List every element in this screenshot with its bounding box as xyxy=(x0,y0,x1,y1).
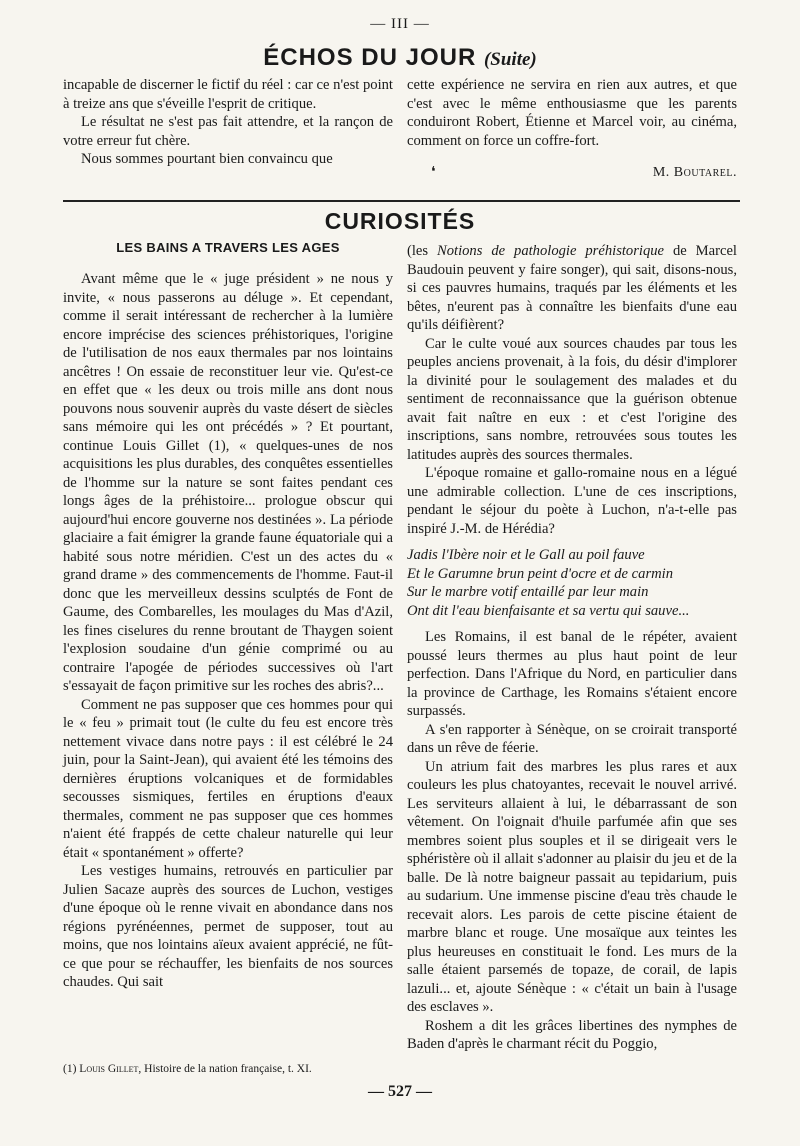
paragraph: Nous sommes pourtant bien convaincu que xyxy=(81,151,333,167)
footnote-number: (1) xyxy=(63,1063,80,1075)
section-title-echos xyxy=(0,44,800,72)
paragraph: Comment ne pas supposer que ces hommes pour qui le « feu » primait tout (le culte du feu est encore très nettement vivace dans notre pays : il est célébré le 24 juin, pour la Saint-Jean), qui avaient été les témoins des dernières éruptions volcaniques et de formidables secousses sismiques, fertiles en éruptions d'eaux thermales, comment ne pas supposer que ces hommes n'aient été frappés de cette chaleur naturelle qui leur était « spontanément » offerte? xyxy=(63,696,393,861)
paragraph: cette expérience ne servira en rien aux autres, et que c'est avec le même enthousiasme que les parents conduiront Robert, Étienne et Marcel voir, au cinéma, comment on force un coffre-fort. xyxy=(407,77,737,149)
paragraph: Avant même que le « juge président » ne nous y invite, « nous passerons au déluge ». Et cependant, comme il serait intéressant de rechercher à la lumière encore imprécise des sciences préhistoriques, l'origine de l'utilisation de nos eaux thermales par nos lointains ancêtres ! On essaie de reconstituer leur vie. Qu'est-ce en effet que « les deux ou trois mille ans dont nous pouvons nous souvenir auprès du vaste désert de siècles sans mémoire qui les ont précédés » ? Et pourtant, continue Louis Gillet (1), « quelques-unes de nos acquisitions les plus durables, des conquêtes essentielles de l'homme sur la nature se sont faites pendant ces longs âges de la préhistoire... prologue obscur qui aujourd'hui encore gouverne nos destinées ». La période glaciaire a fait émigrer la grande faune équatoriale qui a habité sous notre méridien. C'est un des actes du « grand drame » des commencements de l'homme. Faut-il donc que les merveilleux dessins sculptés de Font de Gaume, des Combarelles, les moulages du Mas d'Azil, les fines ciselures du renne broutant de Thaygen soient l'explosion soudaine d'un génie comprimé ou au contraire l'apogée de périodes successives où l'art s'essayait de façon primitive sur les roches des abris?... xyxy=(63,271,393,694)
poem-line: Sur le marbre votif entaillé par leur main xyxy=(407,584,649,600)
folio: — III — xyxy=(370,16,430,32)
poem xyxy=(407,546,737,620)
paragraph: Les Romains, il est banal de le répéter, avaient poussé leurs thermes au plus haut point de leur perfection. Dans l'Afrique du Nord, en particulier dans la province de Carthage, les Romains s'étaient encore surpassés. xyxy=(407,629,737,719)
paragraph: L'époque romaine et gallo-romaine nous en a légué une admirable collection. L'une de ces inscriptions, pendant le séjour du poète à Luchon, n'a-t-elle pas inspiré J.-M. de Hérédia? xyxy=(407,465,737,537)
signature: M. Boutarel. xyxy=(652,165,737,180)
intro-prefix: (les xyxy=(407,243,437,259)
paragraph: Car le culte voué aux sources chaudes par tous les peuples anciens provenait, à la fois, du désir d'implorer la divinité pour le soulagement des malades et du sentiment de reconnaissance que la guérison obtenue avait fait naître en eux : et c'est l'origine des inscriptions, sans nombre, retrouvées sous toutes les latitudes auprès des sources thermales. xyxy=(407,335,737,463)
book-title: Notions de pathologie préhistorique xyxy=(437,243,665,259)
footnote-text: Histoire de la nation française, t. XI. xyxy=(141,1063,312,1075)
echos-title-text: ÉCHOS DU JOUR xyxy=(263,44,477,71)
section-title-curiosites: CURIOSITÉS xyxy=(324,208,476,234)
footnote-author: Louis Gillet, xyxy=(79,1063,142,1075)
page-number: — 527 — xyxy=(368,1083,432,1100)
paragraph: Le résultat ne s'est pas fait attendre, et la rançon de votre erreur fut chère. xyxy=(63,114,393,149)
echos-left-column xyxy=(63,76,393,169)
paragraph: incapable de discerner le fictif du réel : car ce n'est point à treize ans que s'éveille l'esprit de critique. xyxy=(63,77,393,112)
echos-subtitle: (Suite) xyxy=(483,49,537,70)
paragraph: Roshem a dit les grâces libertines des nymphes de Baden d'après le charmant récit du Poggio, xyxy=(407,1017,737,1052)
paragraph xyxy=(407,242,737,335)
footnote xyxy=(63,1063,393,1075)
article-right-column xyxy=(407,242,737,1054)
poem-line: Ont dit l'eau bienfaisante et sa vertu qui sauve... xyxy=(407,602,690,619)
article-left-column xyxy=(63,270,393,992)
paragraph: Les vestiges humains, retrouvés en particulier par Julien Sacaze auprès des sources de Luchon, vestiges d'une époque où le renne vivait en abondance dans nos régions pyrénéennes, permet de supposer, tout au moins, que nos lointains aïeux avaient apprécié, ne fût-ce que pour se réchauffer, les bienfaits de nos sources chaudes. Qui sait xyxy=(63,863,393,990)
article-title: LES BAINS A TRAVERS LES AGES xyxy=(116,240,340,255)
section-divider xyxy=(63,200,740,202)
poem-line: Jadis l'Ibère noir et le Gall au poil fauve xyxy=(407,547,645,563)
intro-suffix: de Marcel Baudouin peuvent y faire songer), qui sait, disons-nous, si ces pauvres humains, traqués par les éléments et les bêtes, n'eurent pas à connaître les bienfaits d'une eau qu'ils déifièrent? xyxy=(407,243,737,333)
paragraph: Un atrium fait des marbres les plus rares et aux couleurs les plus chatoyantes, recevait le nouvel arrivé. Les serviteurs allaient à lui, le débarrassant de son vêtement. On l'oignait d'huile parfumée afin que ses membres soient plus souples et il se dirigeait vers le sphéristère où il allait s'adonner au plaisir du jeu et de la balle. De là notre baigneur passait au tepidarium, puis au sudarium. Une immense piscine d'eau très chaude le recevait alors. Les parois de cette piscine étaient de marbre blanc et rouge. Une mosaïque aux teintes les plus heureuses en constituait le fond. Les murs de la salle étaient parsemés de topaze, de corail, de lapis lazuli... et, ajoute Sénèque : « c'était un bain à l'usage des esclaves ». xyxy=(407,758,737,1015)
paragraph: A s'en rapporter à Sénèque, on se croirait transporté dans un rêve de féerie. xyxy=(407,721,737,756)
signature-mark: ❛ xyxy=(431,165,436,180)
echos-right-column xyxy=(407,76,737,183)
poem-line: Et le Garumne brun peint d'ocre et de carmin xyxy=(407,565,674,582)
signature-line xyxy=(407,164,737,183)
